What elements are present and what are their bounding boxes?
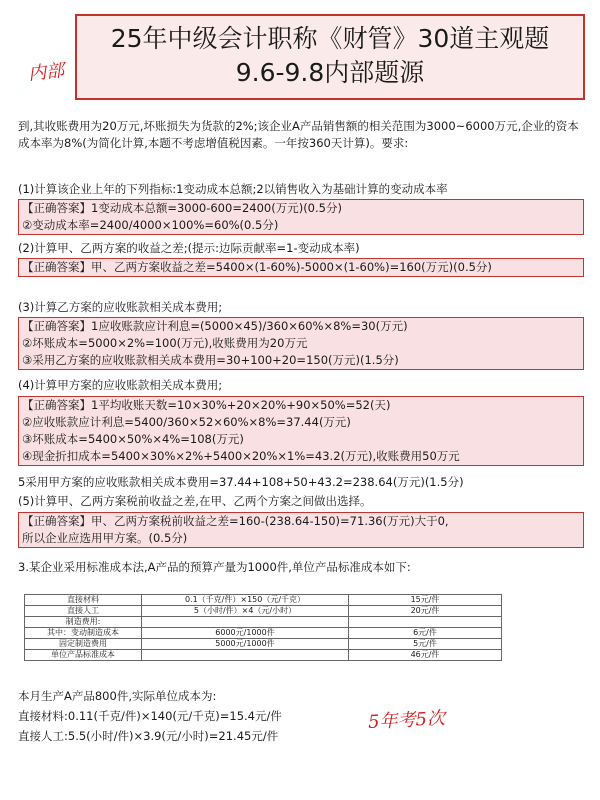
table-cell: 固定制造费用 [25,639,142,650]
answer-box-5 [18,512,584,548]
table-cell [142,617,349,628]
answer-box-1 [18,199,584,235]
title-banner [75,14,585,100]
question-6: 3.某企业采用标准成本法,A产品的预算产量为1000件,单位产品标准成本如下: [18,560,411,574]
table-cell [349,617,502,628]
answer-4-line-4: ④现金折扣成本=5400×30%×2%+5400×20%×1%=43.2(万元),收账费用50万元 [22,449,460,463]
table-cell [142,650,349,661]
title-line-2: 9.6-9.8内部题源 [235,58,425,87]
tail-line-2: 直接材料:0.11(千克/件)×140(元/千克)=15.4元/件 [18,709,282,723]
answer-3-line-1: 【正确答案】1应收账款应计利息=(5000×45)/360×60%×8%=30(万元) [22,319,408,333]
title-line-1: 25年中级会计职称《财管》30道主观题 [110,24,550,53]
handwritten-note: 5年考5次 [367,707,446,733]
answer-5-line-1: 【正确答案】甲、乙两方案税前收益之差=160-(238.64-150)=71.36(万元)大于0, [22,514,449,528]
answer-box-4 [18,396,584,466]
question-3: (3)计算乙方案的应收账款相关成本费用; [18,300,223,314]
answer-4-line-2: ②应收账款应计利息=5400/360×52×60%×8%=37.44(万元) [22,415,351,429]
table-cell: 5000元/1000件 [142,639,349,650]
table-cell: 5元/件 [349,639,502,650]
table-row [25,595,502,606]
question-2: (2)计算甲、乙两方案的收益之差;(提示:边际贡献率=1-变动成本率) [18,241,360,255]
answer-3-line-3: ③采用乙方案的应收账款相关成本费用=30+100+20=150(万元)(1.5分) [22,353,399,367]
table-row [25,617,502,628]
standard-cost-table [24,594,502,661]
table-cell: 5（小时/件）×4（元/小时） [142,606,349,617]
answer-4-line-3: ③坏账成本=5400×50%×4%=108(万元) [22,432,244,446]
table-row [25,606,502,617]
tail-line-1: 本月生产A产品800件,实际单位成本为: [18,689,217,703]
answer-2-line-1: 【正确答案】甲、乙两方案收益之差=5400×(1-60%)-5000×(1-60%)=160(万元)(0.5分) [22,260,492,274]
tail-line-3: 直接人工:5.5(小时/件)×3.9(元/小时)=21.45元/件 [18,729,279,743]
table-cell: 0.1（千克/件）×150（元/千克） [142,595,349,606]
table-row [25,628,502,639]
table-cell: 单位产品标准成本 [25,650,142,661]
answer-box-2 [18,258,584,277]
answer-3-line-2: ②坏账成本=5000×2%=100(万元),收账费用为20万元 [22,336,308,350]
answer-5-line-2: 所以企业应选用甲方案。(0.5分) [22,531,188,545]
table-cell: 制造费用: [25,617,142,628]
answer-4-line-5: 5采用甲方案的应收账款相关成本费用=37.44+108+50+43.2=238.64(万元)(1.5分) [18,475,464,489]
table-cell: 46元/件 [349,650,502,661]
question-5: (5)计算甲、乙两方案税前收益之差,在甲、乙两个方案之间做出选择。 [18,494,372,508]
table-cell: 其中：变动制造成本 [25,628,142,639]
question-1: (1)计算该企业上年的下列指标:1变动成本总额;2以销售收入为基础计算的变动成本率 [18,182,448,196]
answer-box-3 [18,317,584,370]
internal-stamp: 内部 [27,60,66,85]
answer-1-line-2: ②变动成本率=2400/4000×100%=60%(0.5分) [22,218,279,232]
table-cell: 6000元/1000件 [142,628,349,639]
table-row [25,650,502,661]
table-row [25,639,502,650]
intro-paragraph: 到,其收账费用为20万元,坏账损失为货款的2%;该企业A产品销售额的相关范围为3000~6000万元,企业的资本成本率为8%(为简化计算,本题不考虑增值税因素。一年按360天计算)。要求: [18,119,579,150]
table-cell: 直接人工 [25,606,142,617]
answer-1-line-1: 【正确答案】1变动成本总额=3000-600=2400(万元)(0.5分) [22,201,342,215]
answer-4-line-1: 【正确答案】1平均收账天数=10×30%+20×20%+90×50%=52(天) [22,398,391,412]
table-cell: 15元/件 [349,595,502,606]
table-cell: 直接材料 [25,595,142,606]
table-cell: 20元/件 [349,606,502,617]
question-4: (4)计算甲方案的应收账款相关成本费用; [18,378,223,392]
table-cell: 6元/件 [349,628,502,639]
